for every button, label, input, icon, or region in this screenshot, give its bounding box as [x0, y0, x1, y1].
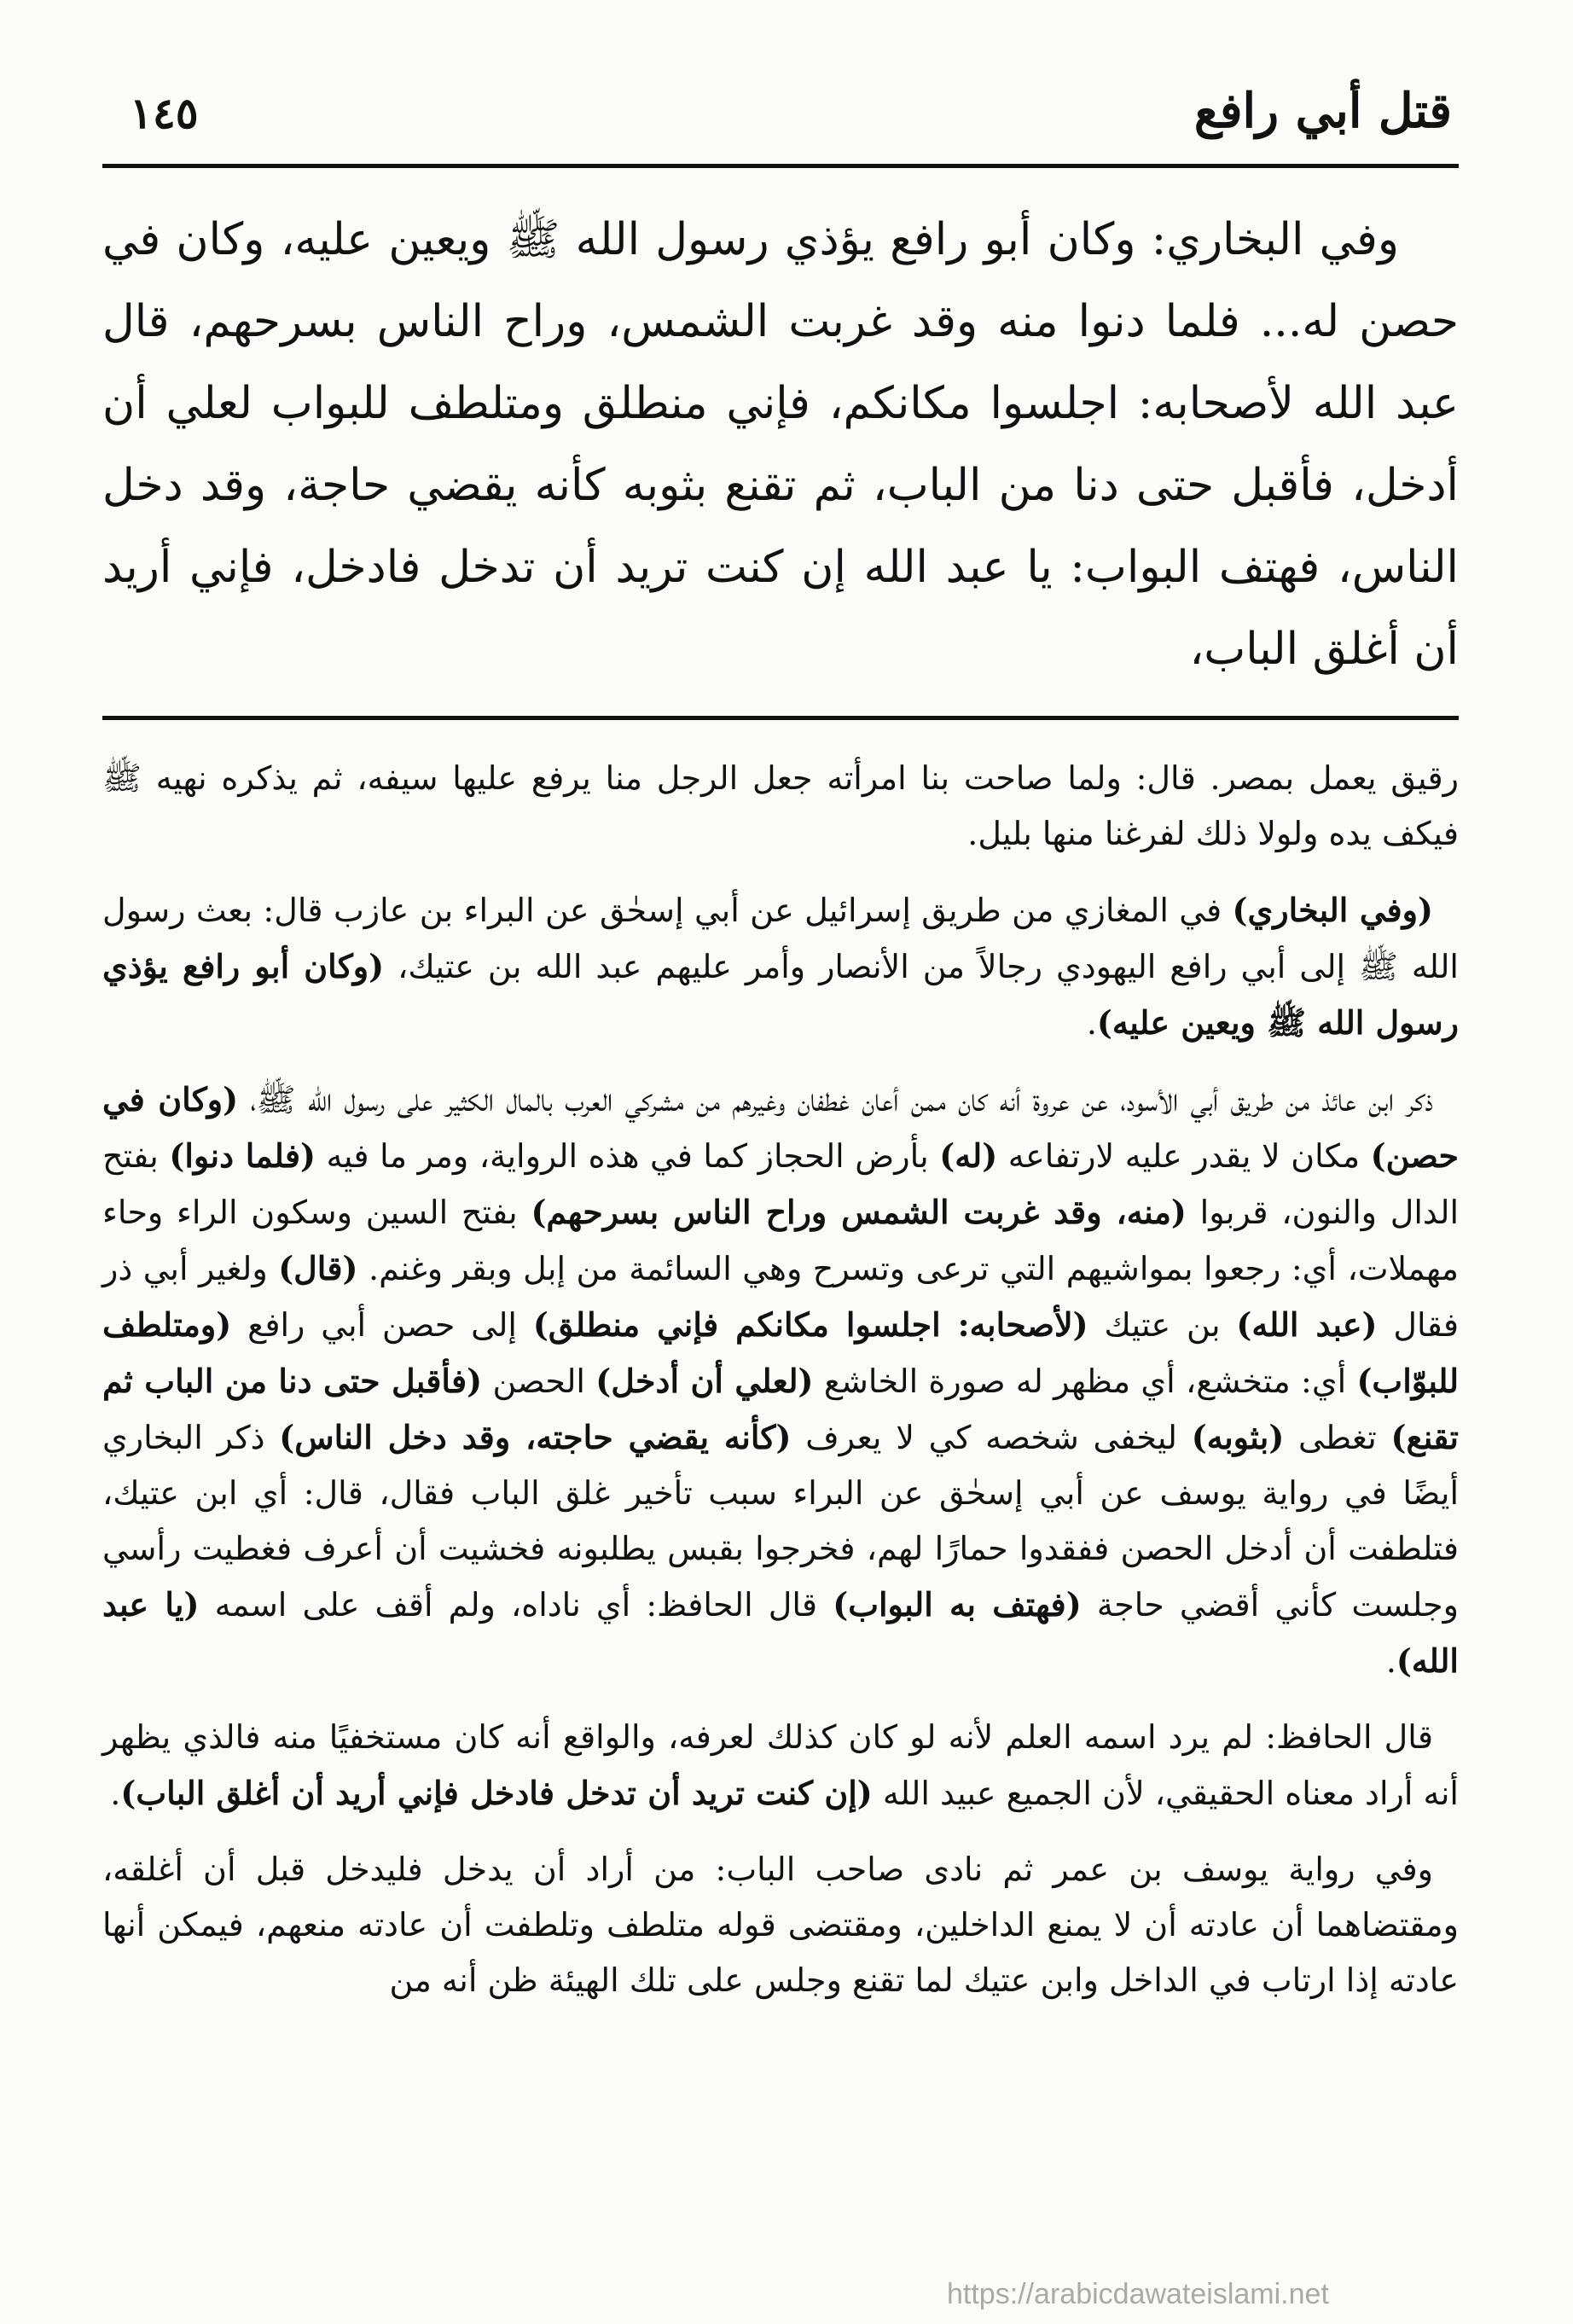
bold-quote: (منه، وقد غربت الشمس وراح الناس بسرحهم)	[531, 1193, 1187, 1231]
bold-quote: (وكان في حصن)	[102, 1080, 1459, 1175]
bold-quote: (ومتلطف للبوّاب)	[102, 1305, 1460, 1400]
bold-quote: (لأصحابه: اجلسوا مكانكم فإني منطلق)	[532, 1305, 1088, 1344]
document-page	[102, 77, 1459, 2261]
text-run: إلى حصن أبي رافع	[231, 1306, 533, 1344]
text-run: بفتح الدال والنون، قربوا	[102, 1137, 1460, 1231]
commentary-paragraph-2	[102, 882, 1459, 1051]
bold-quote: (وفي البخاري)	[1232, 891, 1433, 929]
main-text	[102, 199, 1459, 690]
commentary-paragraph-5	[102, 1842, 1459, 2008]
bold-quote: (لعلي أن أدخل)	[595, 1362, 814, 1400]
text-run: ذكر البخاري أيضًا في رواية يوسف عن أبي إسحٰق عن البراء سبب تأخير غلق الباب فقال، قال: أي ابن عتيك، فتلطفت أن أدخل الحصن ففقدوا حمارًا لهم، فخرجوا بقبس يطلبونه فخشيت أن أعرف فغطيت رأسي وجلست كأني أقضي حاجة	[102, 1419, 1460, 1624]
bold-quote: (عبد الله)	[1236, 1305, 1378, 1344]
chapter-title: قتل أبي رافع	[1193, 83, 1452, 139]
text-run: ليخفى شخصه كي لا يعرف	[791, 1419, 1192, 1456]
text-run: قال الحافظ: أي ناداه، ولم أقف على اسمه	[199, 1586, 833, 1624]
commentary-paragraph-4	[102, 1710, 1459, 1821]
separator-rule	[102, 716, 1459, 720]
text-run: تغطى	[1284, 1419, 1391, 1456]
text-run: في المغازي من طريق إسرائيل عن أبي إسحٰق عن البراء بن عازب قال: بعث رسول الله ﷺ إلى أبي رافع اليهودي رجالاً من الأنصار وأمر عليهم عبد الله بن عتيك،	[102, 892, 1459, 985]
text-run: ولغير أبي ذر فقال	[102, 1250, 1459, 1344]
text-run: أي: متخشع، أي مظهر له صورة الخاشع	[813, 1362, 1357, 1400]
text-run: بفتح السين وسكون الراء وحاء مهملات، أي: رجعوا بمواشيهم التي ترعى وتسرح وهي السائمة من إبل وبقر وغنم.	[102, 1194, 1459, 1287]
text-run: بأرض الحجاز كما في هذه الرواية، ومر ما فيه	[316, 1137, 940, 1175]
commentary-paragraph-3	[102, 1072, 1459, 1689]
text-run: ذكر ابن عائذ من طريق أبي الأسود، عن عروة أنه كان ممن أعان غطفان وغيرهم من مشركي العرب بالمال الكثير على رسول الله ﷺ،	[238, 1081, 1433, 1118]
page-number: ١٤٥	[130, 88, 199, 138]
bold-quote: (فهتف به البواب)	[833, 1585, 1082, 1624]
bold-quote: (له)	[939, 1136, 998, 1175]
bold-quote: (بثوبه)	[1191, 1418, 1285, 1456]
watermark: https://arabicdawateislami.net	[947, 2278, 1329, 2310]
bold-quote: (يا عبد الله)	[102, 1585, 1459, 1680]
text-run: قال الحافظ: لم يرد اسمه العلم لأنه لو كان كذلك لعرفه، والواقع أنه كان مستخفيًا منه فالذي يظهر أنه أراد معناه الحقيقي، لأن الجميع عبيد الله	[102, 1718, 1459, 1812]
bold-quote: (كأنه يقضي حاجته، وقد دخل الناس)	[279, 1418, 792, 1456]
text-run: .	[1385, 1642, 1396, 1680]
bold-quote: (إن كنت تريد أن تدخل فادخل فإني أريد أن أغلق الباب)	[120, 1774, 873, 1812]
bold-quote: (قال)	[278, 1249, 358, 1287]
text-run: .	[110, 1775, 121, 1812]
bold-quote: (فأقبل حتى دنا من الباب ثم تقنع)	[102, 1362, 1459, 1456]
bold-quote: (فلما دنوا)	[169, 1136, 316, 1175]
main-paragraph: وفي البخاري: وكان أبو رافع يؤذي رسول الله ﷺ ويعين عليه، وكان في حصن له... فلما دنوا منه وقد غربت الشمس، وراح الناس بسرحهم، قال عبد الله لأصحابه: اجلسوا مكانكم، فإني منطلق ومتلطف للبواب لعلي أن أدخل، فأقبل حتى دنا من الباب، ثم تقنع بثوبه كأنه يقضي حاجة، وقد دخل الناس، فهتف البواب: يا عبد الله إن كنت تريد أن تدخل فادخل، فإني أريد أن أغلق الباب،	[102, 214, 1459, 675]
text-run: مكان لا يقدر عليه لارتفاعه	[997, 1137, 1371, 1175]
commentary-paragraph-1	[102, 751, 1459, 862]
text-run: رقيق يعمل بمصر. قال: ولما صاحت بنا امرأته جعل الرجل منا يرفع عليها سيفه، ثم يذكره نهيه ﷺ فيكف يده ولولا ذلك لفرغنا منها بليل.	[102, 759, 1459, 852]
text-run: الحصن	[482, 1362, 596, 1400]
running-header	[102, 77, 1459, 162]
text-run: وفي رواية يوسف بن عمر ثم نادى صاحب الباب: من أراد أن يدخل فليدخل قبل أن أغلقه، ومقتضاهما أن عادته أن لا يمنع الداخلين، ومقتضى قوله متلطف وتلطفت أن عادته منعهم، فيمكن أنها عادته إذا ارتاب في الداخل وابن عتيك لما تقنع وجلس على تلك الهيئة ظن أنه من	[102, 1850, 1459, 1999]
header-rule	[102, 164, 1459, 168]
bold-quote: (وكان أبو رافع يؤذي رسول الله ﷺ ويعين عليه)	[102, 947, 1459, 1042]
text-run: .	[1086, 1004, 1097, 1042]
text-run: بن عتيك	[1088, 1306, 1237, 1344]
commentary	[102, 751, 1459, 2008]
